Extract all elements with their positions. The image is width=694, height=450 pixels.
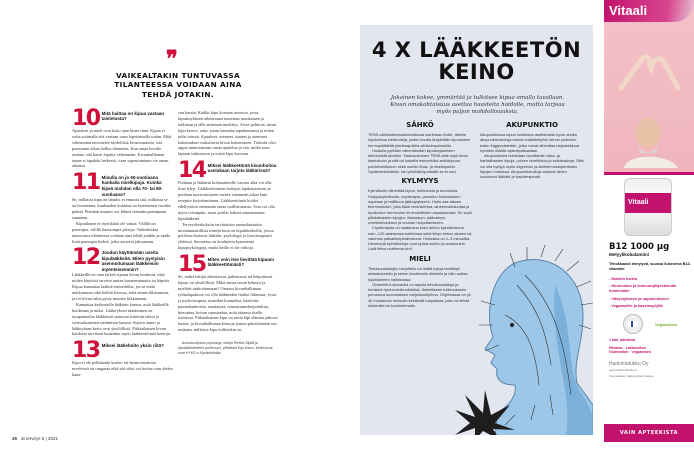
bottle-label: Vitaali xyxy=(625,193,671,213)
qa-number: 14 xyxy=(178,158,206,184)
qa-answer-continued: van kautta. Kaikki kipu koetaan aivoissa, jossa kipuärsykkeen aiheuttama tuntemus muokataan ja tulkitaan ja sille annetaan merkitys. Aivot pohtivat, mistä kipu kertoo, onko jotain kamalaa tapahtumassa ja miten tulisi toimia. Ajatukset, asenteet, tunteet ja aiemmat kokemukset vaikuttavat kivun kokemiseen. Tärkeää olisi oppia tunnistamaan omaa ajattelua ja sitä, mitkä asiat kipuun vaikuttavat ja mistä kipu koostuu. xyxy=(178,110,277,157)
brand-logo: Vitaali xyxy=(609,3,648,18)
company-logo xyxy=(609,361,691,379)
box-column-left xyxy=(368,118,472,308)
qa-item-12 xyxy=(72,245,173,337)
pull-quote: VAIKEALTAKIN TUNTUVASSA TILANTEESSA VOIDAAN AINA TEHDÄ JOTAKIN. xyxy=(114,71,242,99)
qa-question: Mitä haittaa on kipua vastaan taistelusta? xyxy=(101,110,165,122)
section-text: TENS-sähköstimulaatiohoidossa asetetaan iholle, lähelle kipukohtaa elektrodeja, joiden kautta ärsytetään kipualueen hermopäätteitä pienitaajuisilla sähköimpulsseilla. xyxy=(368,132,471,148)
section-note: Lisää tietoa osoitteesta ctn.fi. xyxy=(368,246,414,251)
qa-answer: Lääkkeillä on oma tärkeä sijansa kivun hoidossa, eikä niiden käytöstä tarvitse tuntea huonommuutta tai häpeää. Kipua kannattaa lääkitä esimerkiksi, jos se estää nukkumasta eikä hellitä levossa, sekä ennen liikkumista, jos ei kivun takia pysty muuten liikkumaan. xyxy=(72,272,170,301)
benefit-item: - Väsymykseen ja uupumukseen xyxy=(609,295,669,301)
section-text: Cryoterapiaa on saatavana koko kehon kylmähoitona noin -120-asteisessa kabiinissa sekä tietyn kehon alueen tai vamman paikallishylmähoitona. Hoitoaika on 1–3 minuuttia. Lievempiä kylmähoitoja ovat kylmä suihku ja avantouinti. xyxy=(368,225,472,247)
section-title-sahko: SÄHKÖ xyxy=(406,121,434,129)
qa-answer: Ajatukset ja mieli ovat koko ajan läsnä siinä. Kipua ei voita sotimalla sitä vastaan vaan lopettamalla sodan. Mitä vähemmän tavoittelee täydellistä kivuttomuutta, sitä paremmin alkaa hallita tilannetta. Kun antaa kivulle rauhan, sitä kärsii lopulta vähemmän. Kivunhallinnan tunne ei tapahdu hetkessä, vaan sopeutuminen vie oman aikansa. xyxy=(72,128,172,169)
info-box xyxy=(360,25,593,435)
ad-banner xyxy=(604,0,694,22)
section-text: Akupunktiossa kipua hoidetaan asettamalla hyvin ohuita akupunktioneuloja tarkoin määriteltyihin kehon pisteisiin, kuten triggerpisteisiin, jotka voivat aiheuttaa heijastekipua hyvinkin etäälle sijaintipaikastaan. xyxy=(480,132,580,153)
expert-credits: Asiantuntijoina psykologi, tutkija Reetta Sipilä ja kipulääketieteen professori, ylilääkäri Eija Kalso. Molemmat ovat HYKS:n Kipuklinikalta. xyxy=(178,341,273,355)
qa-column-2 xyxy=(178,110,279,356)
qa-item-11 xyxy=(72,170,173,244)
section-title-akupunktio: AKUPUNKTIO xyxy=(506,121,558,129)
acupuncture-head-illustration xyxy=(455,245,593,435)
section-text: Hoidolla pyritään vähentämään kipuärsykkeiden etenemistä aivoihin. Taskukokoinen TENS-laite sopii kivun itsehoitoon ja sitä voi kokeilla esimerkiksi selkäkipuun, polvinivelrikkoon sekä muihin lihas- ja nivelkipuihin. Sydämentahdistin- tai rytmihäiriöpotilaille se ei sovi. xyxy=(368,147,469,175)
qa-number: 15 xyxy=(178,252,206,278)
qa-item-10 xyxy=(72,106,173,169)
qa-question: Miksei lääkehoito yksin riitä? xyxy=(101,342,164,348)
qa-number: 13 xyxy=(72,338,100,364)
finnish-flag-badge-icon xyxy=(623,314,643,334)
qa-question: Miten voin itse lievittää kipuani lääkkeettömästi? xyxy=(207,256,274,268)
qa-answer: Se, mitkä tekijät aiheuttavat, pahentavat tai helpottavat kipua, on yksilöllistä. Mikä auttaa sinun kehoasi ja mieltäsi rauhoittumaan? Omassa kivunhallinnan työkalupakissa voi olla lääkkeiden lisäksi liikuntaa, fysio- ja psykoterapiaa, musiikin kuuntelua, käsitöitä, puutarhanhoitoa, maalausta, rentoutumisharjoituksia, hierontaa, kotran rapsuttelua, mitä tahansa itselle toimivaa. Pitkäaikainen kipu on usein läpi elämän jatkuva haaste, ja kivunhallinnan keinoja joutuu päivittämään sen mukaan, millaista kipu kulloinkin on. xyxy=(178,274,278,333)
section-title-kylmyys: KYLMYYS xyxy=(401,177,439,186)
qa-question: Joudun käyttämään useita kipulääkkeitä. Miten pystyisin asennoitumaan lääkkeisiin myönteisemmin? xyxy=(101,249,165,272)
qa-item-13 xyxy=(72,338,173,378)
company-name: Hankintatukku Oy xyxy=(609,360,649,367)
benefit-list xyxy=(609,276,691,308)
free-from-2: Gluteeniton · Vegaaninen xyxy=(609,350,652,355)
section-text: Kylmähoito vähentää kipua, tulehdusta ja turvotusta. Huippukylmähoito, cryoterapia, perustuu ihokudoksen nopeaan ja hallittuun jäähdytykseen. Hoito saa aikaan thermoshokin, joka lisää verenkiertoa, aineenvaihduntaa ja hyvänolon hormonien eli endorfiinien vapautumista. Se sopii pitkäaikaisten kipujen, lihassäryn, päänsäryn, niveltulehduksen ja reuman helpottamiseen. xyxy=(368,188,472,226)
qa-answer: Se, millaista kipu on tänään, ei ennusta sitä, millaista se on huomenna, kuukauden kuluttua tai kymmenen vuoden päästä. Pienikin muutos voi lähteä viemään parempaan suuntaan. xyxy=(72,197,171,220)
box-column-right xyxy=(480,118,584,180)
ad-divider xyxy=(604,172,694,175)
section-title-mieli: MIELI xyxy=(409,254,431,263)
box-subtitle: Jokainen kokee, ymmärtää ja tulkitsee kipua omalla tavallaan. Kivun omakohtaisuus asettaa haasteita hoidolle, mutta tarjoaa myös paljon mahdollisuuksia. xyxy=(390,95,565,116)
ad-photo xyxy=(604,0,694,172)
page-footer xyxy=(12,436,58,441)
product-bottle xyxy=(624,178,672,236)
qa-answer: Terveyskeskuksiin tarvittaisiin samanlaistaisia moniammatillisia tiimejä kuin on kipuklinikoilla, joissa potilasta hoitavat lääkärit, psykologit ja fysioterapeutit yhdessä. Suomessa on koulutettu kymmeniä kipupsykologeja, mutta heille ei ole virkoja. xyxy=(178,221,274,251)
benefit-item: - Vegaaneille ja kasvissyöjille xyxy=(609,302,664,308)
quote-mark-icon: ❞ xyxy=(166,46,178,72)
qa-item-14 xyxy=(178,158,279,251)
qa-answer: Kannattaa keskustella lääkärin kanssa, mitä lääkkeillä hoidetaan ja miksi. Lääkityksen säätäminen on tasapainoilua lääkkeistä saatavan riittävän tehon ja sivuvaikutusten sietämisen kanssa. Sopiva annos ja lääkityksen kesto ovat yksilöllisiä. Pitkäaikaisen kivun hoidossa tarvitaan kuitenkin myös lääkkeettömiä keinoja. xyxy=(72,301,171,337)
section-text: Oivamieli.fi-sivustolla on tarjolla tietoisuustaitoja ja henkistä hyvinvointia edistävä, tieteelliseen tutkimukseen perustuva suomalainen harjoitusohjelma. Ohjelmassa on yli 40 muutaman minuutin kestävää harjoitusta, joita voi tehdä lukemalla tai kuuntelemalla. xyxy=(368,281,471,309)
qa-number: 12 xyxy=(72,245,100,271)
qa-number: 11 xyxy=(72,170,100,196)
vain-apteekista-button[interactable]: VAIN APTEEKISTA xyxy=(604,424,694,442)
section-text: Tietoisuustaitojen harjoittelu voi lisätä kykyä keskittyä arkiaskareisiin ja kehon kivuttomiin alueisiin ja näin auttaa kiputilanteen hallinnassa. xyxy=(368,265,468,282)
qa-answer: Potilaan ja lääkärin kohtaamiselle varattu aika voi olla liian lyhyt. Lääkkeettömien hoitojen läpikäymiseen ja potilaan motivoimiseen menee enemmän aikaa kuin reseptin kirjoittamiseen. Lääkkeettömät hoidot edellyttävät enemmän omaa osallistumista. Asia voi olla myös toisinpäin: moni potilas haluaa nimenomaan kipulääkettä. xyxy=(178,180,275,221)
free-from-1: Hiivaton · Laktoositon xyxy=(609,345,646,350)
qa-question: Minulla on jo 60-vuotiaana hankalia nivelkipuja. Kuinka kipeä mahdan olla 70- tai 80-vuotiaana? xyxy=(101,174,163,197)
product-ingredient: Metyylikobalamiini xyxy=(609,252,650,257)
benefit-item: - Muistin tueksi xyxy=(609,276,638,281)
benefit-item: - Hermoston ja immuunijärjestelmän toiminnalle xyxy=(609,283,677,294)
ad-photo-illustration xyxy=(616,28,686,168)
section-text: Akupunktiolla hoidetaan tavallisesti niska- ja hartialihasten kipuja, polven nivelrikkoa ja selkävaivoja. Siitä voi olla hyötyä myös migreenin ja äärihermostoperäisten kipujen hoidossa. Akupunktiohoitoja antavat siihen koulutetut lääkärit ja fysioterapeutit. xyxy=(480,153,584,180)
vegan-badge: Vegaaninen xyxy=(655,321,678,327)
product-name: B12 1000 µg xyxy=(609,242,670,252)
magazine-issue: at terveys 5 | 2021 xyxy=(21,436,58,441)
company-tagline: Suomalaisen lääketehtaan laatua xyxy=(609,373,654,378)
dosage: 1 tabl. päivässä xyxy=(609,338,635,343)
qa-column-1 xyxy=(72,106,173,383)
ad-copy xyxy=(609,242,691,379)
qa-item-15 xyxy=(178,252,279,333)
qa-answer: Kiputilanne ei myöskään ole vakaa. Välillä on parempia, välillä huonompia jaksoja. Vaikealtakin tuntuvassa tilanteessa voidaan aina tehdä jotakin ja saada lisää parempia hetkiä, jotka auttavat jaksamaan. xyxy=(72,220,171,244)
page-number: 26 xyxy=(12,436,18,441)
vitaali-advertisement[interactable] xyxy=(604,0,694,450)
box-title: 4 X LÄÄKKEETÖN KEINO xyxy=(371,38,582,84)
company-url: www.hankintatukku.fi xyxy=(609,367,638,372)
eye-mark xyxy=(510,323,514,327)
qa-number: 10 xyxy=(72,106,100,131)
product-description: Tehokkaasti imeytyvä, suussa liukeneva B12-vitamiini xyxy=(609,262,691,271)
qa-answer: Kipu ei ole pelkästään kudos- tai hermovauriosta niveleissä tai rangassa eikä sitä siksi voi hoitaa vain yhden kana- xyxy=(72,360,173,378)
qa-question: Miksei lääkkeetöntä kivunhoitoa useinkaan tarjota lääkärissä? xyxy=(207,162,277,174)
